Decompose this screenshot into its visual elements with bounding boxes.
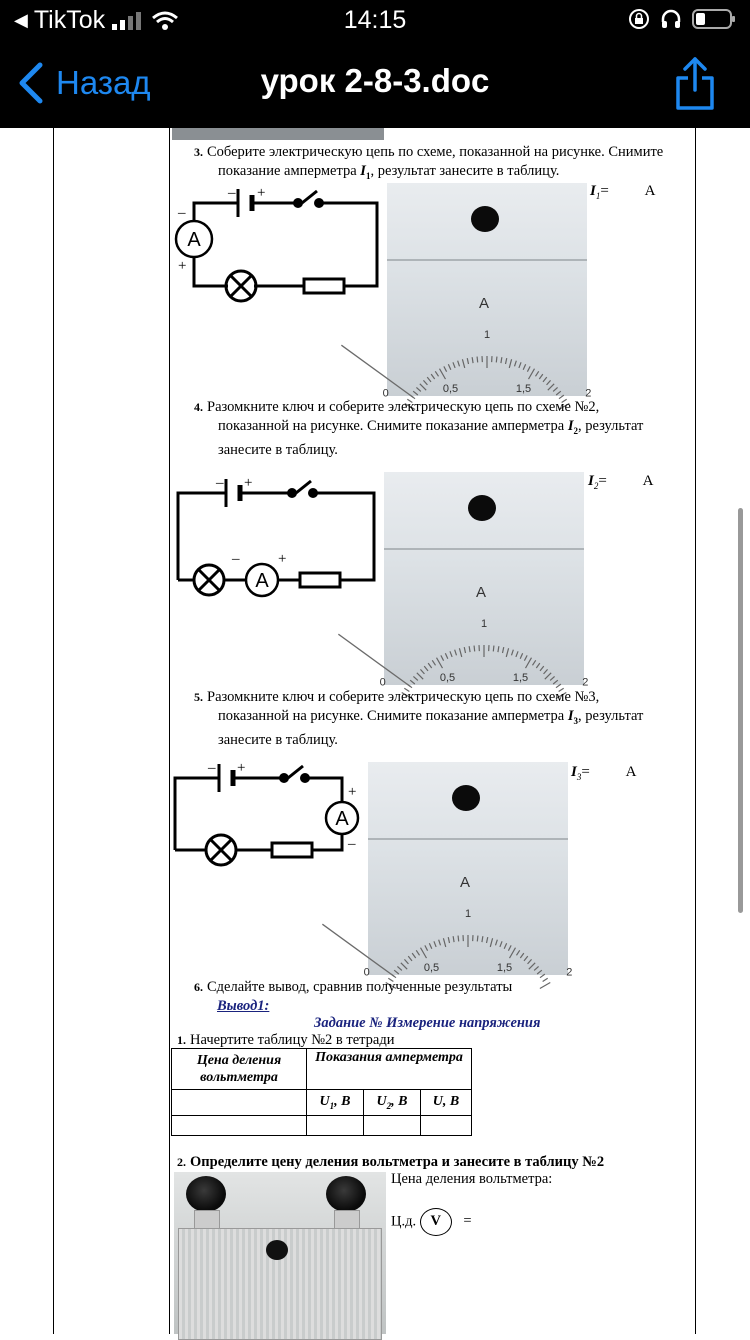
meter-tick [397, 966, 401, 970]
meter-tick-label: 0,5 [440, 672, 455, 684]
meter-knob [468, 495, 496, 521]
meter-tick-label: 1 [481, 618, 487, 630]
meter-tick [459, 648, 461, 657]
ammeter-photo-3 [368, 762, 568, 975]
meter-tick [550, 676, 554, 680]
meter-tick-label: 1,5 [497, 962, 512, 974]
meter-tick [435, 371, 438, 376]
meter-symbol: A [479, 295, 489, 312]
meter-tick [410, 680, 415, 684]
circuit-diagram-3 [172, 758, 368, 880]
meter-needle [322, 924, 394, 976]
clock: 14:15 [0, 6, 750, 35]
meter-tick [548, 384, 554, 390]
meter-window-edge [387, 259, 587, 261]
ammeter-photo-1 [387, 183, 587, 396]
meter-tick-label: 0 [380, 677, 386, 689]
meter-tick [496, 357, 497, 363]
header-readings: Показания амперметра [307, 1049, 472, 1090]
meter-tick [423, 380, 427, 384]
meter-tick [496, 940, 498, 946]
meter-tick [532, 660, 535, 665]
meter-tick-label: 2 [566, 967, 572, 979]
meter-tick [498, 646, 499, 652]
meter-tick [556, 391, 561, 395]
meter-tick [543, 377, 547, 382]
meter-tick [448, 937, 449, 943]
header-u2: $U_2$, В [364, 1090, 421, 1116]
meter-tick [428, 663, 432, 668]
meter-tick [464, 647, 465, 653]
meter-tick-label: 0 [364, 967, 370, 979]
meter-tick [487, 937, 488, 943]
meter-tick [448, 364, 450, 369]
back-label: Назад [56, 64, 151, 102]
meter-tick [394, 970, 399, 974]
meter-tick [424, 666, 428, 671]
meter-tick-label: 1 [465, 908, 471, 920]
meter-tick [537, 970, 542, 974]
meter-tick-label: 0,5 [443, 383, 458, 395]
meter-tick [458, 936, 459, 942]
reading-i2: $I_2= А$ [588, 473, 653, 491]
meter-tick [417, 673, 423, 679]
meter-tick [416, 950, 419, 955]
svg-text:–: – [347, 836, 356, 852]
document-title: урок 2-8-3.doc [0, 62, 750, 100]
meter-tick [444, 366, 447, 371]
meter-tick [450, 651, 452, 657]
circuit-diagram-1 [172, 183, 382, 303]
meter-window-edge [368, 838, 568, 840]
task-2-text: 2. Определите цену деления вольтметра и занесите в таблицу №2 [177, 1153, 604, 1172]
meter-tick [547, 380, 551, 384]
meter-tick [539, 374, 543, 379]
meter-tick [534, 966, 538, 970]
meter-tick [420, 669, 424, 673]
meter-tick [515, 361, 517, 367]
headphones-icon [660, 8, 682, 30]
svg-text:–: – [227, 185, 236, 201]
ammeter-dial-3 [368, 762, 568, 975]
ammeter-photo-2 [384, 472, 584, 685]
meter-knob [471, 206, 499, 232]
circuit-diagram-2 [174, 473, 380, 605]
meter-tick [553, 680, 558, 684]
table-border-left [53, 128, 54, 1334]
meter-tick [455, 650, 457, 656]
meter-tick-label: 1,5 [516, 383, 531, 395]
meter-tick [432, 660, 435, 665]
svg-text:A: A [255, 570, 269, 592]
meter-tick [519, 362, 521, 368]
task-1-text: 1. Начертите таблицу №2 в тетради [177, 1031, 395, 1050]
previous-image-fragment [172, 128, 384, 140]
meter-tick-label: 0,5 [424, 962, 439, 974]
meter-tick-label: 1,5 [513, 672, 528, 684]
meter-tick [453, 362, 455, 368]
meter-tick [520, 653, 522, 658]
svg-text:+: + [237, 760, 245, 776]
svg-text:–: – [207, 760, 216, 776]
meter-tick [401, 963, 407, 969]
status-icons [628, 8, 736, 30]
meter-tick [458, 361, 460, 367]
meter-tick-label: 2 [582, 677, 588, 689]
meter-tick [536, 663, 540, 668]
back-triangle-icon: ◀ [14, 10, 28, 31]
svg-text:–: – [231, 551, 240, 567]
meter-tick [503, 647, 504, 653]
svg-text:A: A [335, 808, 349, 830]
document-page[interactable] [0, 128, 750, 1334]
meter-tick [527, 366, 530, 371]
meter-tick [504, 943, 506, 948]
svg-text:–: – [177, 205, 186, 221]
svg-text:+: + [278, 551, 286, 567]
meter-tick [467, 358, 468, 364]
meter-tick [429, 943, 431, 948]
meter-tick [535, 371, 538, 376]
meter-tick [421, 948, 427, 958]
step-6-text: 6. Сделайте вывод, сравнив полученные результаты [194, 978, 689, 997]
meter-tick [523, 364, 525, 369]
meter-tick [506, 358, 507, 364]
svg-text:+: + [348, 784, 356, 800]
header-u1: $U_1$, В [307, 1090, 364, 1116]
meter-tick [474, 646, 475, 652]
meter-tick [500, 941, 502, 947]
navigation-bar [0, 42, 750, 128]
ammeter-dial-2 [384, 472, 584, 685]
ammeter-dial-1 [387, 183, 587, 396]
meter-tick [437, 658, 443, 668]
meter-tick [501, 357, 502, 363]
header-division-value: Цена деления вольтметра [172, 1049, 307, 1090]
meter-tick-label: 2 [585, 388, 591, 400]
meter-tick [493, 646, 494, 652]
meter-tick [477, 357, 478, 363]
meter-tick [477, 936, 478, 942]
meter-tick [553, 387, 557, 391]
meter-tick [544, 669, 548, 673]
meter-needle [341, 345, 413, 397]
scroll-indicator[interactable] [738, 508, 743, 913]
meter-tick [445, 653, 447, 658]
meter-tick [443, 938, 445, 947]
step-4-text: 4. Разомкните ключ и соберите электрическую цепь по схеме №2, показанной на рисунке. Снимите показание амперметра $I_2$, результат занесите в таблицу. [194, 398, 689, 460]
meter-tick [540, 666, 544, 671]
voltmeter-photo [174, 1172, 386, 1334]
svg-text:+: + [257, 185, 265, 201]
meter-tick [472, 357, 473, 363]
svg-text:+: + [244, 475, 252, 491]
meter-tick [510, 948, 516, 958]
meter-tick [524, 655, 527, 660]
share-button[interactable] [674, 56, 716, 117]
meter-tick [408, 956, 412, 961]
carrier-label: TikTok [34, 6, 105, 35]
table-2 [171, 1048, 472, 1136]
meter-symbol: A [476, 584, 486, 601]
meter-tick [512, 650, 514, 656]
meter-tick [439, 940, 441, 946]
meter-tick [462, 359, 464, 368]
reading-i1: $I_1= А$ [590, 183, 655, 201]
ammeter-symbol: A [187, 229, 201, 251]
meter-tick [413, 391, 418, 395]
step-5-text: 5. Разомкните ключ и соберите электрическую цепь по схеме №3, показанной на рисунке. Снимите показание амперметра $I_3$, результат занесите в таблицу. [194, 688, 689, 750]
meter-tick [516, 950, 519, 955]
meter-tick [529, 963, 535, 969]
meter-tick-label: 1 [484, 329, 490, 341]
meter-tick [416, 387, 420, 391]
voltmeter-division-label: Цена деления вольтметра: [391, 1170, 552, 1189]
meter-tick [453, 936, 454, 942]
meter-tick [524, 956, 528, 961]
meter-tick [413, 676, 417, 680]
meter-tick [404, 959, 408, 963]
meter-tick [520, 953, 524, 958]
meter-tick [441, 655, 444, 660]
task-heading: Задание № Измерение напряжения [314, 1014, 540, 1033]
reading-i3: $I_3= А$ [571, 764, 636, 782]
voltmeter-symbol: V [420, 1208, 452, 1236]
meter-tick [490, 938, 492, 947]
meter-tick [440, 369, 446, 379]
meter-tick [431, 374, 435, 379]
meter-tick-label: 0 [383, 388, 389, 400]
meter-symbol: A [460, 874, 470, 891]
meter-tick [427, 377, 431, 382]
meter-tick [509, 359, 511, 368]
conclusion-label: Вывод1: [217, 997, 269, 1016]
meter-needle [338, 634, 410, 686]
table-border-mid [169, 128, 170, 1334]
header-u: U, В [421, 1090, 472, 1116]
meter-tick [434, 941, 436, 947]
meter-tick [412, 953, 416, 958]
rotation-lock-icon [628, 8, 650, 30]
meter-tick [529, 369, 535, 379]
meter-tick [420, 384, 426, 390]
meter-tick [528, 959, 532, 963]
meter-tick [425, 945, 428, 950]
meter-tick [516, 651, 518, 657]
meter-tick [482, 936, 483, 942]
svg-text:+: + [178, 258, 186, 274]
status-bar [0, 0, 750, 42]
battery-icon [692, 8, 736, 30]
step-3-text: 3. Соберите электрическую цепь по схеме, показанной на рисунке. Снимите показание амперметра $I_1$, результат занесите в таблицу. [194, 143, 689, 186]
meter-tick [506, 648, 508, 657]
meter-tick [545, 673, 551, 679]
share-icon [674, 56, 716, 112]
meter-knob [452, 785, 480, 811]
meter-tick [508, 945, 511, 950]
meter-window-edge [384, 548, 584, 550]
meter-tick [469, 646, 470, 652]
voltmeter-cd-row: Ц.д. V = [391, 1208, 472, 1236]
svg-text:–: – [215, 475, 224, 491]
table-border-right [695, 128, 696, 1334]
meter-tick [526, 658, 532, 668]
